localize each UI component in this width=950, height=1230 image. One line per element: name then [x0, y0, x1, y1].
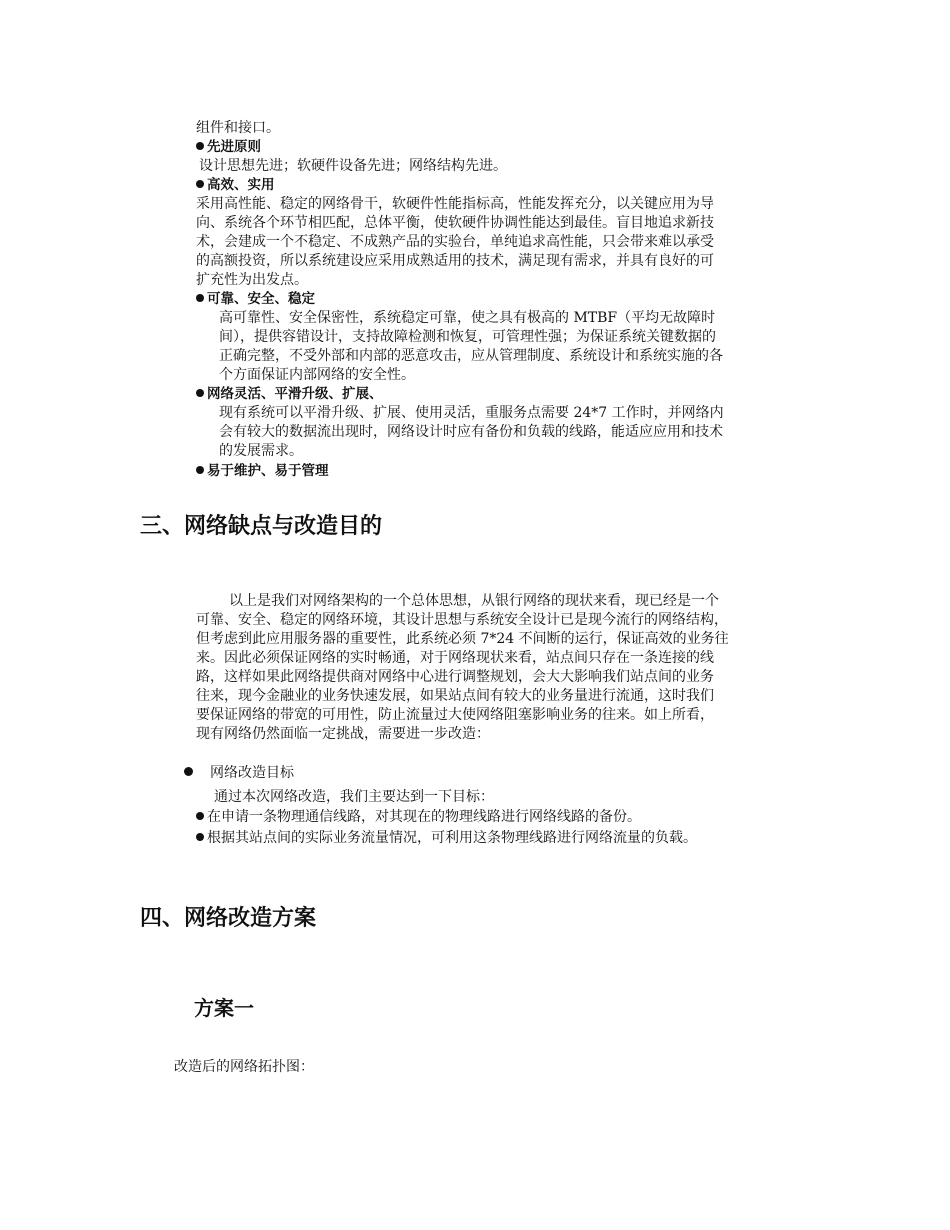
text-line: 间），提供容错设计，支持故障检测和恢复，可管理性强；为保证系统关键数据的	[219, 329, 716, 345]
text-line: 术，会建成一个不稳定、不成熟产品的实验台，单纯追求高性能，只会带来难以承受	[196, 234, 714, 250]
principle-body: 设计思想先进；软硬件设备先进；网络结构先进。	[199, 158, 507, 174]
goal-item-label: 根据其站点间的实际业务流量情况，可利用这条物理线路进行网络流量的负载。	[207, 830, 697, 846]
principle-heading-reliable	[196, 290, 315, 309]
bullet-icon	[196, 294, 204, 302]
principle-heading-label: 网络灵活、平滑升级、扩展、	[207, 386, 383, 402]
principle-heading-label: 高效、实用	[207, 177, 275, 193]
text-line: 高可靠性、安全保密性，系统稳定可靠，使之具有极高的 MTBF（平均无故障时	[219, 310, 716, 326]
text-line: 要保证网络的带宽的可用性，防止流量过大使网络阻塞影响业务的往来。如上所看，	[196, 707, 714, 723]
bullet-icon	[196, 833, 204, 841]
section-heading-3: 三、网络缺点与改造目的	[140, 514, 383, 539]
goal-item-label: 在申请一条物理通信线路，对其现在的物理线路进行网络线路的备份。	[207, 809, 641, 825]
bullet-icon	[196, 142, 204, 150]
principle-heading-flexible	[196, 385, 383, 404]
text-line: 个方面保证内部网络的安全性。	[219, 367, 415, 383]
bullet-icon	[196, 812, 204, 820]
goal-heading-label: 网络改造目标	[210, 765, 294, 781]
principle-heading-advanced	[196, 138, 261, 157]
text-line: 往来，现今金融业的业务快速发展，如果站点间有较大的业务量进行流通，这时我们	[196, 688, 714, 704]
principle-heading-label: 易于维护、易于管理	[207, 463, 329, 479]
goal-intro: 通过本次网络改造，我们主要达到一下目标：	[214, 789, 494, 805]
bullet-icon	[196, 389, 204, 397]
bullet-icon	[184, 767, 193, 776]
principle-heading-efficient	[196, 176, 275, 195]
text-line: 现有网络仍然面临一定挑战，需要进一步改造：	[196, 726, 490, 742]
bullet-icon	[196, 180, 204, 188]
text-line: 会有较大的数据流出现时，网络设计时应有备份和负载的线路，能适应应用和技术	[219, 424, 723, 440]
text-line: 的高额投资，所以系统建设应采用成熟适用的技术，满足现有需求，并具有良好的可	[196, 253, 714, 269]
principle-heading-maintain	[196, 462, 329, 481]
figure-caption: 改造后的网络拓扑图：	[174, 1059, 314, 1075]
text-line: 采用高性能、稳定的网络骨干，软硬件性能指标高，性能发挥充分，以关键应用为导	[196, 196, 714, 212]
principle-heading-label: 可靠、安全、稳定	[207, 291, 315, 307]
text-line: 向、系统各个环节相匹配，总体平衡，使软硬件协调性能达到最佳。盲目地追求新技	[196, 215, 714, 231]
goal-heading	[184, 764, 294, 783]
text-line: 以上是我们对网络架构的一个总体思想，从银行网络的现状来看，现已经是一个	[229, 593, 719, 609]
text-line: 的发展需求。	[219, 443, 303, 459]
text-line: 可靠、安全、稳定的网络环境，其设计思想与系统安全设计已是现今流行的网络结构，	[196, 612, 728, 628]
bullet-icon	[196, 466, 204, 474]
text-line: 来。因此必须保证网络的实时畅通，对于网络现状来看，站点间只存在一条连接的线	[196, 650, 714, 666]
section-heading-4: 四、网络改造方案	[140, 906, 317, 931]
text-line: 现有系统可以平滑升级、扩展、使用灵活，重服务点需要 24*7 工作时，并网络内	[219, 405, 724, 421]
subsection-heading: 方案一	[194, 996, 254, 1020]
goal-item	[196, 808, 641, 827]
text-line: 但考虑到此应用服务器的重要性，此系统必须 7*24 不间断的运行，保证高效的业务往	[196, 631, 729, 647]
principle-heading-label: 先进原则	[207, 139, 261, 155]
text-line: 正确完整，不受外部和内部的恶意攻击，应从管理制度、系统设计和系统实施的各	[219, 348, 723, 364]
goal-item	[196, 829, 697, 848]
text-line: 组件和接口。	[196, 120, 280, 136]
text-line: 路，这样如果此网络提供商对网络中心进行调整规划，会大大影响我们站点间的业务	[196, 669, 714, 685]
text-line: 扩充性为出发点。	[196, 272, 308, 288]
